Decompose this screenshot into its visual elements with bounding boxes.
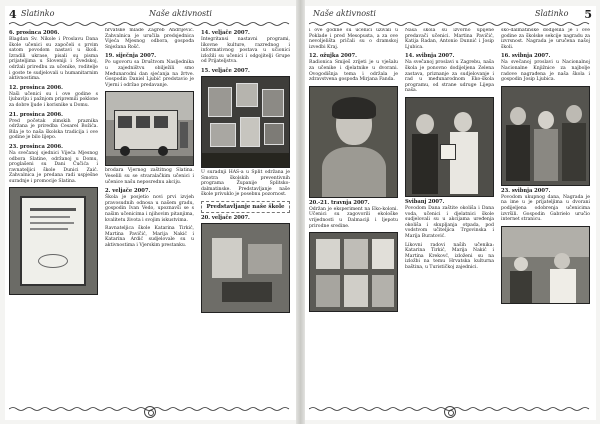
article-column — [501, 28, 590, 402]
entry-date: 12. prosinca 2006. — [9, 84, 63, 91]
article-column — [309, 28, 398, 402]
entry-text: hrvatske mlade Zagreb Andrijević. Zahvalnica je uručila predsjednica Vijeća Mjesnog odbora, gospođa Snježana Rošć. — [105, 28, 194, 50]
decorative-wave — [9, 21, 292, 27]
entry-text: i ove godine su učenici uživali u Poklade i pred Mesopusta, a za ove nevoljelišta pričali su o dramskoj izvedbi Kraj. — [309, 28, 398, 50]
page-number: 5 — [584, 8, 592, 21]
entry-date: 12. ožujka 2007. — [309, 53, 357, 60]
entry-date: 14. svibnja 2007. — [405, 53, 455, 60]
entry-date: 15. veljače 2007. — [201, 67, 250, 74]
entry-date: 19. siječnja 2007. — [105, 53, 157, 60]
page-gutter — [296, 0, 305, 424]
entry-text: Povodom ukupnog dana, Nagrada je na ime u je prijateljima u dvorani podijeljena odobrenja učenicima izvršili. Gospodin Gabrielo uručio internet stranicu. — [501, 194, 590, 223]
entry-date: Svibanj 2007. — [405, 198, 445, 205]
article-column — [405, 28, 494, 402]
entry-text: Na svečanoj proslavi u Zagrebu, naša škola je ponovno dodijeljena Zelena zastava, priznanje za sudjelovanje i rad u međunarodnom Eko-škola programu, od strane udruge Lijepa naša. — [405, 60, 494, 94]
entry-text: Povodom Dana zaštite okoliša i Dana voda, učenici i djelatnici škole sudjelovali su u akcijama uređenja okoliša i skupljanja otpada, pod vodstvom učiteljica Trgovinska i Marija Buratović. — [405, 205, 494, 239]
entry-text: Integritansi nastavni programi, likovne kulture, razrednog i informativnog postava u učionici izložili su učenici i odgojitelji Grupe od Prijateljstva. — [201, 37, 290, 65]
entry-text: Održan je eksperiment na Eko-koloni. Učenici su zagovorili ekološke vrijednosti u Dalmaciji i ljepotu prirodne sredine. — [309, 206, 398, 229]
magazine-title: Slatinko — [21, 9, 55, 18]
page-header — [309, 8, 592, 24]
poster-photo — [309, 232, 398, 312]
ornament-icon — [444, 406, 456, 418]
left-page — [5, 6, 296, 420]
bus-photo — [105, 91, 194, 166]
magazine-title: Slatinko — [535, 9, 569, 18]
entry-date: 14. veljače 2007. — [201, 30, 250, 36]
entry-text: Pred početak zimskih praznika održana je priredba Cesarel Božića. Bila je to naša školska tradicija i ove godine je bilo lijepo. — [9, 118, 98, 141]
event-photo — [201, 223, 290, 313]
page-header — [9, 8, 292, 24]
entry-text: Na svečanoj sjednici Vijeća Mjesnog odbora Slatine, održanoj u Domu, proglašeni su Dani Čučića i ravnateljici škole Dunici Zaić. Zahvalnica je predana radi uspješne suradnje i promocije Slatina. — [9, 150, 98, 184]
article-column — [9, 28, 98, 402]
entry-text: sko-dalmatinske dodijelila je i ove godine za školske sekcije nagradu za izvrsnost. Nagrada je uručena našoj školi. — [501, 28, 590, 50]
right-page — [305, 6, 596, 420]
entry-date: 23. svibnja 2007. — [501, 187, 551, 194]
entry-date: 16. svibnja 2007. — [501, 53, 551, 60]
award-photo — [405, 97, 494, 197]
entry-text: brodara Vjernog zaštitnog Slatina. Veselili su se stvaralačkim učenici i učenice našu neposrednu akciju. — [105, 168, 194, 185]
entry-date: 20. veljače 2007. — [201, 215, 250, 222]
entry-text: Naša škola su izvorno upijene predavači učenici. Martina Pavičić, Katija Radan, Antonio Dunnić i Josip Ljubica. — [405, 28, 494, 50]
entry-text: Po ugovoru sa Društvom Nasljednika u zajedništvu obilježili smo Međunarodni dan sjećanja na žrtve. Gospodin Daniel Ljubić predstavio je Vjerni i održao predavanje. — [105, 60, 194, 88]
entry-date: 2. veljače 2007. — [105, 188, 151, 195]
entry-text: Naši učenici su i ove godine s ljubavlju i pažnjom pripremili poklone za dobre ljude i korisnike u Domu. — [9, 91, 98, 108]
article-column — [201, 28, 290, 402]
entry-date: 21. prosinca 2006. — [9, 111, 63, 118]
photo-caption: Predstavljanje naše škole — [201, 201, 290, 214]
entry-text: U suradnji HAS-a u Split održana je Smotra školskih preventivnih programa Županije Splitsko-dalmatinske. Predstavljanje naše škole privuklo je posebnu pozornost. — [201, 169, 290, 198]
page-number: 4 — [9, 8, 17, 21]
section-title: Naše aktivnosti — [149, 9, 212, 18]
entry-text: Blagdan Sv. Nikole i Proslavu Dana škole učenici su započeli s prvim satom povodom nastavi u školi. Izradili ukrase, pisali su pisma prijateljima u Sloveniji i Švedskoj, održali priredbu za učenike, roditelje i goste te sudjelovali u humanitarnim aktivnostima. — [9, 37, 98, 82]
article-column — [105, 28, 194, 402]
entry-date: 23. prosinca 2006. — [9, 143, 63, 150]
entry-date: 6. prosinca 2006. — [9, 30, 60, 36]
portrait-photo — [309, 86, 398, 198]
entry-text: Radionica Smiješ zrijeti je u vješalu za učenike i djelatnike u dvorani. Ovogodišnja tema i održala je zdravstvena gospođa Mirjana Fanda. — [309, 60, 398, 83]
classroom-photo — [501, 226, 590, 304]
entry-text: Ravnateljica škole Katarina Tirkić, Martina Pavičić, Marija Nakić i Katarina Ardić sudjelovale su u aktivnostima i Vjerskim prestanku. — [105, 226, 194, 248]
certificate-photo — [9, 187, 98, 295]
ornament-icon — [144, 406, 156, 418]
section-title: Naše aktivnosti — [313, 9, 376, 18]
exhibition-photo — [201, 76, 290, 168]
entry-text: Škola je posjetio novi prvi izvjeh pravosudnih odnosa u našem gradu, gospodin Ivan Vedo, upoznavši se s našim učenicima i njihovim pitanjima, kvalitetu života i svojim iskustvima. — [105, 195, 194, 223]
entry-text: Na svečanoj proslavi u Nacionalnoj Nacionalne Knjižnice za najbolje radove nagrađena je naša škola i gospodin Josip Ljubica. — [501, 60, 590, 83]
group-photo — [501, 86, 590, 186]
entry-date: 20.-21. travnja 2007. — [309, 199, 370, 206]
decorative-wave — [309, 21, 592, 27]
entry-text: Likovni radovi naših učenika: Katarina Tirkić, Marija Nakić i Martina Krekovć, izloženi su na izložbi na temu Hrvatska kulturna baština, u Turističkoj zajednici. — [405, 242, 494, 270]
